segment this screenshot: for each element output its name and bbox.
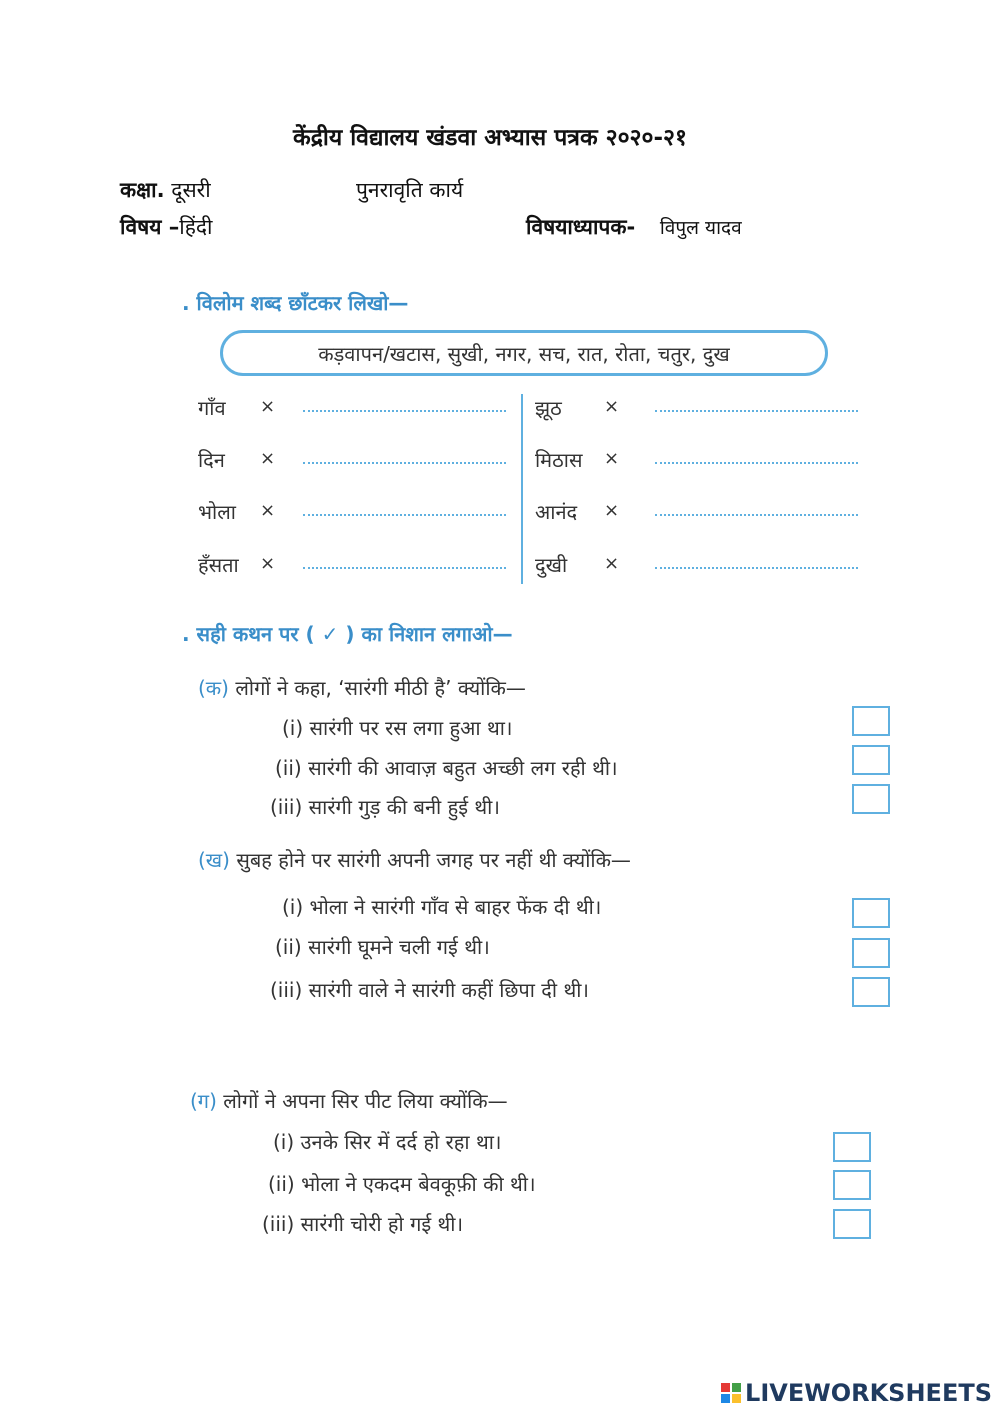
- option-num: (iii): [262, 1212, 295, 1236]
- answer-blank[interactable]: [303, 567, 506, 569]
- question-label: (ग): [190, 1089, 217, 1113]
- option-num: (ii): [275, 756, 302, 780]
- class-line: [120, 176, 211, 204]
- option-text: सारंगी वाले ने सारंगी कहीं छिपा दी थी।: [308, 978, 589, 1002]
- cross-symbol: ×: [604, 500, 620, 521]
- answer-blank[interactable]: [655, 567, 858, 569]
- answer-checkbox[interactable]: [833, 1209, 871, 1239]
- answer-checkbox[interactable]: [833, 1170, 871, 1200]
- cross-symbol: ×: [604, 396, 620, 417]
- antonym-heading: . विलोम शब्द छाँटकर लिखो—: [182, 291, 409, 315]
- answer-blank[interactable]: [655, 462, 858, 464]
- question-text: सुबह होने पर सारंगी अपनी जगह पर नहीं थी क्योंकि—: [236, 848, 631, 872]
- option-text: सारंगी चोरी हो गई थी।: [300, 1212, 464, 1236]
- question-label: (ख): [198, 848, 230, 872]
- tick-heading: . सही कथन पर ( ✓ ) का निशान लगाओ—: [182, 622, 513, 646]
- antonym-word-right: आनंद: [535, 500, 578, 524]
- antonym-word-right: झूठ: [535, 396, 562, 420]
- cross-symbol: ×: [260, 500, 276, 521]
- antonym-word-left: हँसता: [198, 553, 239, 577]
- page-title: केंद्रीय विद्यालय खंडवा अभ्यास पत्रक २०२०-२१: [293, 125, 687, 151]
- option-num: (i): [282, 716, 304, 740]
- answer-blank[interactable]: [303, 462, 506, 464]
- logo-text: LIVEWORKSHEETS: [745, 1379, 992, 1407]
- answer-checkbox[interactable]: [852, 898, 890, 928]
- option-num: (i): [273, 1130, 295, 1154]
- question-ka: [198, 674, 526, 701]
- answer-checkbox[interactable]: [852, 784, 890, 814]
- cross-symbol: ×: [604, 448, 620, 469]
- column-divider: [521, 394, 523, 584]
- option: [270, 793, 500, 820]
- option: [275, 933, 490, 960]
- cross-symbol: ×: [260, 553, 276, 574]
- option: [282, 893, 601, 920]
- answer-blank[interactable]: [303, 410, 506, 412]
- answer-blank[interactable]: [655, 514, 858, 516]
- antonym-word-right: दुखी: [535, 553, 568, 577]
- option-text: सारंगी की आवाज़ बहुत अच्छी लग रही थी।: [308, 756, 618, 780]
- subject-line: [120, 213, 212, 241]
- logo-square: [721, 1383, 730, 1392]
- option-text: उनके सिर में दर्द हो रहा था।: [300, 1130, 502, 1154]
- work-type: पुनरावृति कार्य: [356, 178, 464, 202]
- question-text: लोगों ने कहा, ‘सारंगी मीठी है’ क्योंकि—: [235, 676, 526, 700]
- option-text: सारंगी घूमने चली गई थी।: [308, 935, 490, 959]
- option-text: सारंगी पर रस लगा हुआ था।: [309, 716, 513, 740]
- cross-symbol: ×: [260, 448, 276, 469]
- subject-value: हिंदी: [179, 215, 213, 239]
- logo-square: [732, 1383, 741, 1392]
- answer-blank[interactable]: [303, 514, 506, 516]
- answer-checkbox[interactable]: [833, 1132, 871, 1162]
- option: [262, 1210, 463, 1237]
- option-num: (iii): [270, 795, 303, 819]
- antonym-word-right: मिठास: [535, 448, 583, 472]
- antonym-word-left: भोला: [198, 500, 236, 524]
- teacher-label: विषयाध्यापक-: [526, 215, 636, 239]
- teacher-name: विपुल यादव: [659, 217, 742, 239]
- option-num: (iii): [270, 978, 303, 1002]
- answer-checkbox[interactable]: [852, 977, 890, 1007]
- option-num: (i): [282, 895, 304, 919]
- subject-label: विषय –: [120, 215, 180, 239]
- option-text: भोला ने एकदम बेवकूफ़ी की थी।: [301, 1172, 536, 1196]
- option-num: (ii): [268, 1172, 295, 1196]
- word-bank: [220, 330, 828, 376]
- question-ga: [190, 1087, 508, 1114]
- answer-checkbox[interactable]: [852, 938, 890, 968]
- word-bank-text: कड़वापन/खटास, सुखी, नगर, सच, रात, रोता, चतुर, दुख: [318, 341, 730, 366]
- logo-square: [732, 1394, 741, 1403]
- option-text: सारंगी गुड़ की बनी हुई थी।: [308, 795, 500, 819]
- cross-symbol: ×: [604, 553, 620, 574]
- answer-blank[interactable]: [655, 410, 858, 412]
- logo-square: [721, 1394, 730, 1403]
- teacher-line: [526, 213, 742, 241]
- option: [273, 1128, 502, 1155]
- option: [282, 714, 512, 741]
- option: [275, 754, 618, 781]
- question-label: (क): [198, 676, 229, 700]
- option: [270, 976, 589, 1003]
- question-kha: [198, 846, 631, 873]
- option: [268, 1170, 536, 1197]
- liveworksheets-logo[interactable]: [721, 1379, 992, 1407]
- question-text: लोगों ने अपना सिर पीट लिया क्योंकि—: [223, 1089, 508, 1113]
- class-value: दूसरी: [171, 178, 211, 202]
- class-label: कक्षा.: [120, 178, 165, 202]
- answer-checkbox[interactable]: [852, 706, 890, 736]
- liveworksheets-logo-icon: [721, 1383, 741, 1403]
- cross-symbol: ×: [260, 396, 276, 417]
- answer-checkbox[interactable]: [852, 745, 890, 775]
- antonym-word-left: गाँव: [198, 396, 226, 420]
- option-num: (ii): [275, 935, 302, 959]
- antonym-word-left: दिन: [198, 448, 225, 472]
- option-text: भोला ने सारंगी गाँव से बाहर फेंक दी थी।: [309, 895, 602, 919]
